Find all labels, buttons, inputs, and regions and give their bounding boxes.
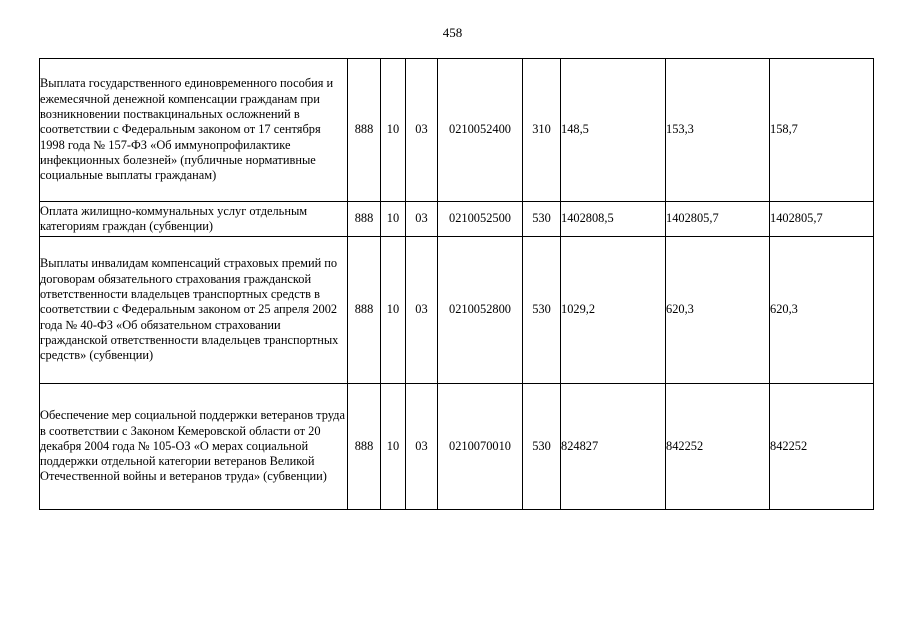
amount-year-1: 1029,2 bbox=[561, 237, 666, 384]
row-description: Оплата жилищно-коммунальных услуг отдельным категориям граждан (субвенции) bbox=[40, 202, 348, 237]
section-code: 10 bbox=[381, 59, 406, 202]
row-description: Выплата государственного единовременного пособия и ежемесячной денежной компенсации гражданам при возникновении поствакцинальных осложнений в соответствии с Федеральным законом от 17 сентября 1998 года № 157-ФЗ «Об иммунопрофилактике инфекционных болезней» (публичные нормативные социальные выплаты гражданам) bbox=[40, 59, 348, 202]
expense-type-code: 530 bbox=[523, 202, 561, 237]
row-description: Выплаты инвалидам компенсаций страховых премий по договорам обязательного страхования гражданской ответственности владельцев транспортных средств в соответствии с Федеральным законом от 25 апреля 2002 года № 40-ФЗ «Об обязательном страховании гражданской ответственности владельцев транспортных средств» (субвенции) bbox=[40, 237, 348, 384]
amount-year-3: 620,3 bbox=[770, 237, 874, 384]
subsection-code: 03 bbox=[406, 384, 438, 510]
section-code: 10 bbox=[381, 202, 406, 237]
budget-table bbox=[39, 58, 874, 510]
amount-year-2: 153,3 bbox=[666, 59, 770, 202]
table-row bbox=[40, 59, 874, 202]
amount-year-3: 1402805,7 bbox=[770, 202, 874, 237]
row-description: Обеспечение мер социальной поддержки ветеранов труда в соответствии с Законом Кемеровской области от 20 декабря 2004 года № 105-ОЗ «О мерах социальной поддержки отдельной категории ветеранов Великой Отечественной войны и ветеранов труда» (субвенции) bbox=[40, 384, 348, 510]
expense-type-code: 310 bbox=[523, 59, 561, 202]
section-code: 10 bbox=[381, 384, 406, 510]
expense-type-code: 530 bbox=[523, 384, 561, 510]
amount-year-3: 158,7 bbox=[770, 59, 874, 202]
amount-year-3: 842252 bbox=[770, 384, 874, 510]
table-row bbox=[40, 384, 874, 510]
amount-year-1: 824827 bbox=[561, 384, 666, 510]
subsection-code: 03 bbox=[406, 237, 438, 384]
amount-year-2: 620,3 bbox=[666, 237, 770, 384]
amount-year-2: 842252 bbox=[666, 384, 770, 510]
ministry-code: 888 bbox=[348, 384, 381, 510]
target-article-code: 0210052500 bbox=[438, 202, 523, 237]
subsection-code: 03 bbox=[406, 202, 438, 237]
amount-year-1: 148,5 bbox=[561, 59, 666, 202]
ministry-code: 888 bbox=[348, 59, 381, 202]
expense-type-code: 530 bbox=[523, 237, 561, 384]
target-article-code: 0210052800 bbox=[438, 237, 523, 384]
table-row bbox=[40, 237, 874, 384]
ministry-code: 888 bbox=[348, 237, 381, 384]
ministry-code: 888 bbox=[348, 202, 381, 237]
target-article-code: 0210070010 bbox=[438, 384, 523, 510]
page-number: 458 bbox=[442, 25, 463, 40]
target-article-code: 0210052400 bbox=[438, 59, 523, 202]
amount-year-2: 1402805,7 bbox=[666, 202, 770, 237]
table-row bbox=[40, 202, 874, 237]
amount-year-1: 1402808,5 bbox=[561, 202, 666, 237]
subsection-code: 03 bbox=[406, 59, 438, 202]
section-code: 10 bbox=[381, 237, 406, 384]
